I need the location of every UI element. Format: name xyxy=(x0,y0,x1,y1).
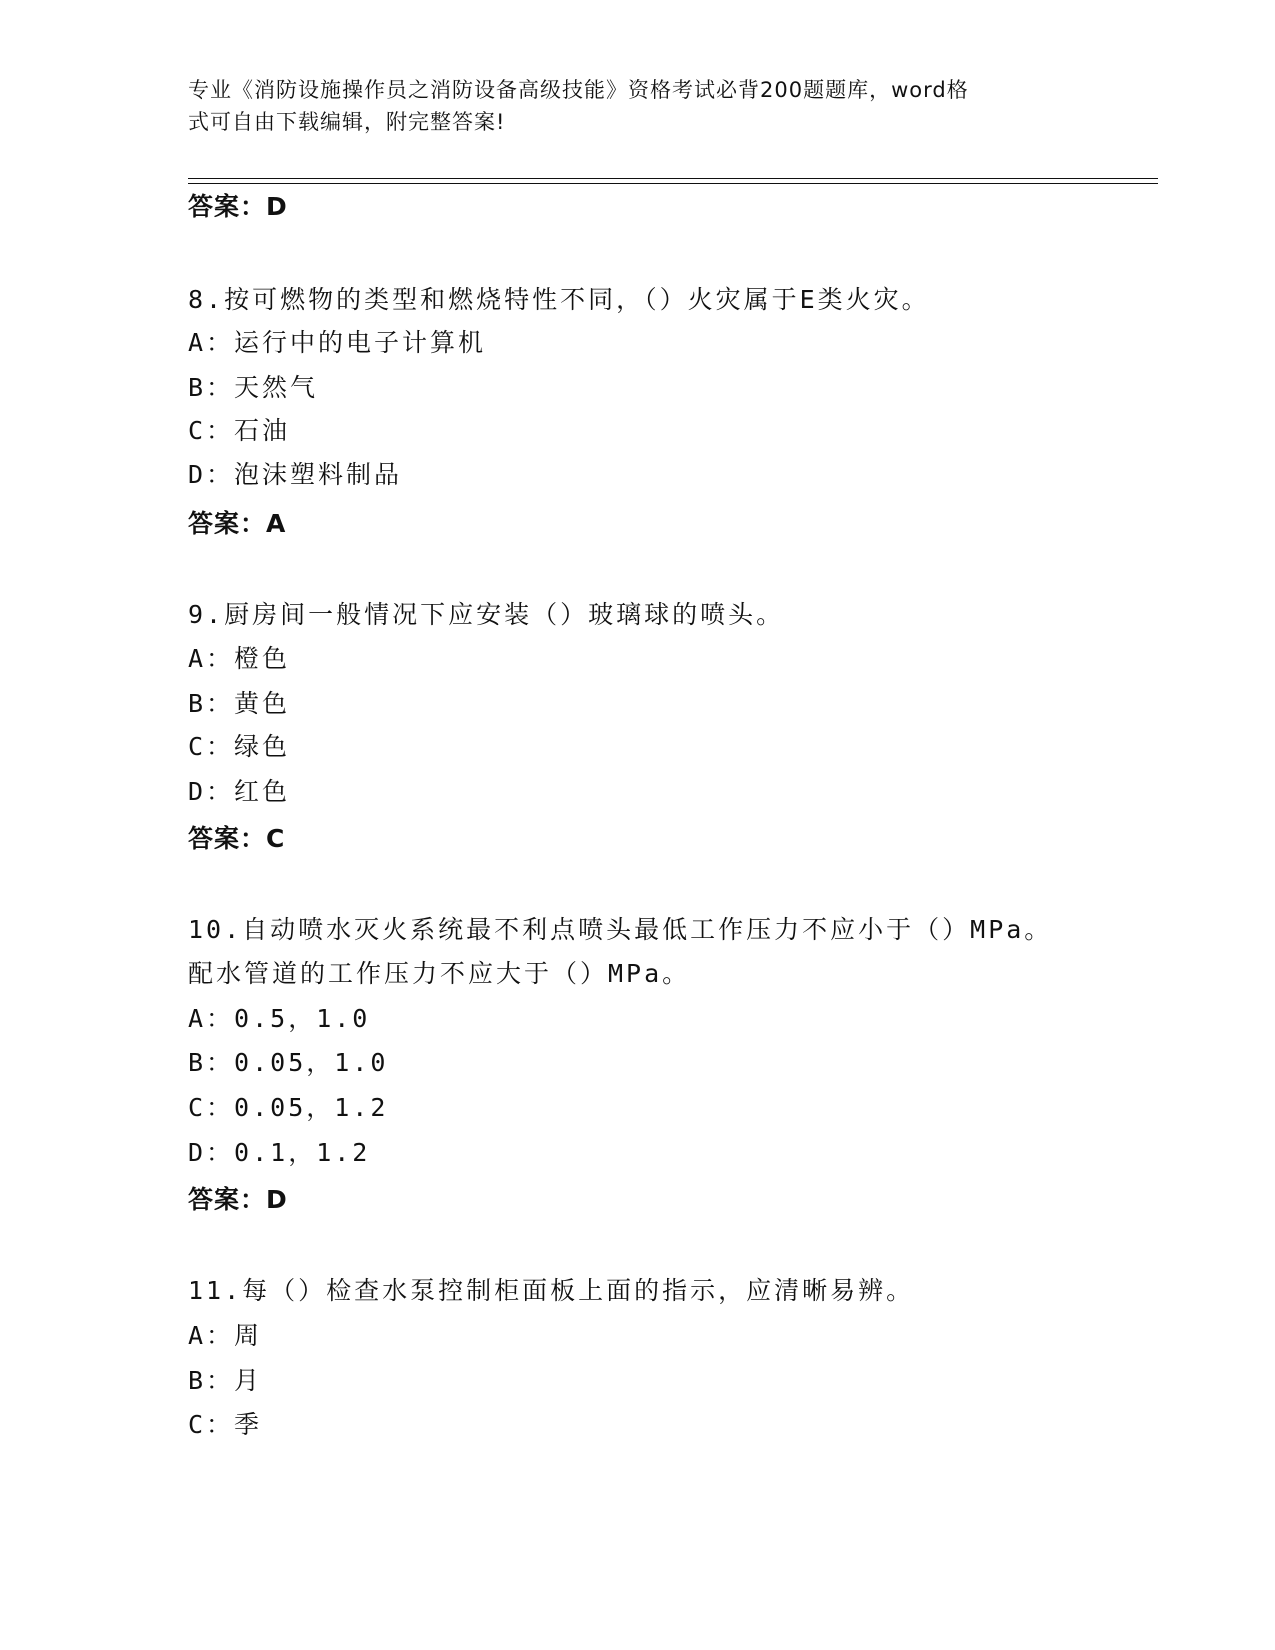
question-8-option-d: D：泡沫塑料制品 xyxy=(188,460,403,489)
header-line-2: 式可自由下载编辑，附完整答案! xyxy=(188,110,506,134)
question-10-option-d: D：0.1，1.2 xyxy=(188,1138,371,1167)
question-9-option-a: A：橙色 xyxy=(188,644,291,673)
question-9-option-b: B：黄色 xyxy=(188,689,291,718)
question-10-option-a: A：0.5，1.0 xyxy=(188,1004,371,1033)
question-10-option-c: C：0.05，1.2 xyxy=(188,1093,389,1122)
question-10-answer: 答案：D xyxy=(188,1185,288,1214)
question-10-text-line-2: 配水管道的工作压力不应大于（）MPa。 xyxy=(188,959,691,988)
header-rule-top xyxy=(188,178,1158,179)
question-8-answer: 答案：A xyxy=(188,509,287,538)
question-11-option-a: A：周 xyxy=(188,1321,263,1350)
answer-previous: 答案：D xyxy=(188,192,288,221)
question-9-answer: 答案：C xyxy=(188,824,286,853)
question-8-option-b: B：天然气 xyxy=(188,373,319,402)
question-10-text-line-1: 10.自动喷水灭火系统最不利点喷头最低工作压力不应小于（）MPa。 xyxy=(188,915,1053,944)
question-9-option-c: C：绿色 xyxy=(188,732,291,761)
question-11-text: 11.每（）检查水泵控制柜面板上面的指示，应清晰易辨。 xyxy=(188,1276,915,1305)
question-8-text: 8.按可燃物的类型和燃烧特性不同，（）火灾属于E类火灾。 xyxy=(188,285,930,314)
document-header xyxy=(188,74,1078,138)
question-8-option-c: C：石油 xyxy=(188,416,291,445)
question-11-option-b: B：月 xyxy=(188,1366,263,1395)
question-10-option-b: B：0.05，1.0 xyxy=(188,1048,389,1077)
header-line-1: 专业《消防设施操作员之消防设备高级技能》资格考试必背200题题库，word格 xyxy=(188,78,969,102)
question-9-text: 9.厨房间一般情况下应安装（）玻璃球的喷头。 xyxy=(188,600,785,629)
question-11-option-c: C：季 xyxy=(188,1410,263,1439)
question-9-option-d: D：红色 xyxy=(188,777,291,806)
question-8-option-a: A：运行中的电子计算机 xyxy=(188,328,487,357)
header-rule-bottom xyxy=(188,183,1158,184)
